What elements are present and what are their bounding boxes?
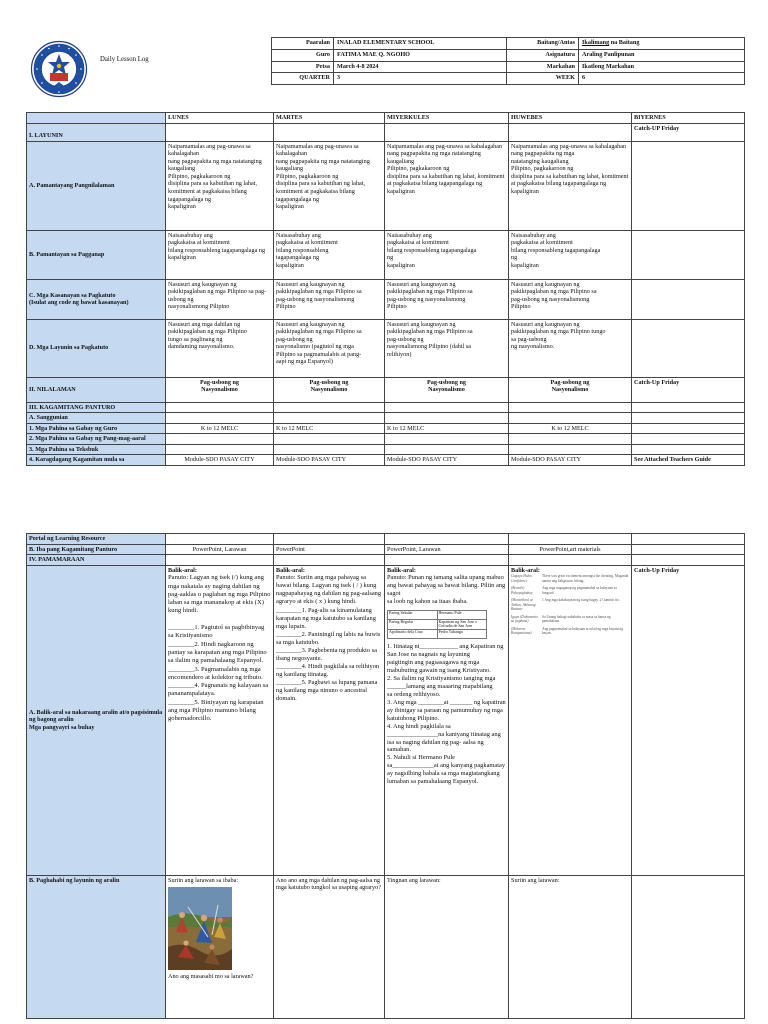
- section-layunin: I. LAYUNIN: [27, 123, 166, 141]
- day-lunes: LUNES: [166, 113, 274, 124]
- row-sanggunian: [27, 413, 745, 424]
- worksheet-row: [511, 574, 629, 583]
- balik-aral-heading: Balik-aral:: [511, 566, 540, 574]
- cell-empty: [166, 402, 274, 413]
- cell-iba-martes: PowerPoint: [274, 544, 385, 555]
- cell-module-lunes: Module-SDO PASAY CITY: [166, 455, 274, 466]
- cell-empty: [166, 413, 274, 424]
- deped-seal-logo: [30, 40, 88, 98]
- cell-empty: [632, 444, 745, 455]
- cell-c-martes: Nasusuri ang kaugnayan ng pakikipaglaban ng mga Pilipino sa pag-usbong ng nasyonalismong Pilipino: [274, 279, 385, 319]
- cell-empty: [274, 123, 385, 141]
- cell-empty: [632, 534, 745, 545]
- paghahabi-lunes-instruction: Suriin ang larawan sa ibaba:: [168, 876, 239, 884]
- header-row: [272, 73, 745, 85]
- label-teksbuk: 3. Mga Pahina sa Teksbuk: [27, 444, 166, 455]
- cell-empty: [509, 555, 632, 566]
- worksheet-text: Sa Unang bahagi nakakaba sa masa sa bansa ng pamahalaan.: [542, 614, 611, 624]
- cell-empty: [385, 123, 509, 141]
- cell-empty: [632, 141, 745, 230]
- day-miyerkules: MIYERKULES: [385, 113, 509, 124]
- worksheet-text: Ang pagmamahal sa kalayaan at tulad ng mga bayani ng bayan.: [542, 626, 624, 636]
- cell-empty: [166, 123, 274, 141]
- cell-iba-lunes: PowerPoint, Larawan: [166, 544, 274, 555]
- word-box-row: [388, 630, 487, 639]
- cell-empty: [274, 413, 385, 424]
- row-paghahabi: [27, 875, 745, 1018]
- cell-d-huwebes: Nasusuri ang kaugnayan ng pakikipaglaban ng mga Pilipino tungo sa pag-usbong ng nasyonalismo.: [509, 319, 632, 377]
- word-box-row: [388, 619, 487, 630]
- day-huwebes: HUWEBES: [509, 113, 632, 124]
- cell-c-miyerkules: Nasusuri ang kaugnayan ng pakikipaglaban ng mga Pilipino sa pag-usbong ng nasyonalismong Pilipino: [385, 279, 509, 319]
- value-baitang-suffix: na Baitang: [609, 39, 640, 46]
- label-quarter: QUARTER: [272, 73, 334, 85]
- cell-empty: [274, 444, 385, 455]
- row-gabay-guro: [27, 423, 745, 434]
- section-kagamitan: III. KAGAMITANG PANTURO: [27, 402, 166, 413]
- balik-aral-heading: Balik-aral:: [168, 566, 197, 574]
- cell-empty: [509, 444, 632, 455]
- section-pamamaraan: IV. PAMAMARAAN: [27, 555, 166, 566]
- cell-module-huwebes: Module-SDO PASAY CITY: [509, 455, 632, 466]
- cell-a-miyerkules: Naipamamalas ang pag-unawa sa kahalagahan nang pagpapakita ng mga natatanging kaugaliang Pilipino, pagkakaroon ng disiplina para sa kabutihan ng lahat, komitment at pagkakaisa bilang tagapangalaga ng kapaligiran: [385, 141, 509, 230]
- worksheet-text: There was great excitement amongst the cheating. Maganda namin ang kaligtasan. bilang.: [542, 574, 629, 583]
- cell-attached-guide: See Attached Teachers Guide: [632, 455, 745, 466]
- cell-empty: [632, 413, 745, 424]
- day-header-row: [27, 113, 745, 124]
- historical-painting-image: [168, 887, 232, 970]
- cell-empty: [632, 555, 745, 566]
- cell-guro-huwebes: K to 12 MELC: [509, 423, 632, 434]
- label-markahan: Markahan: [507, 61, 579, 73]
- cell-balik-aral-lunes: [166, 565, 274, 875]
- balik-aral-lunes-text: Panuto: Lagyan ng tsek (/) kung ang mga nakatala ay naging dahilan ng pag-aaklas o paglaban ng mga Pilipino laban sa mga mananakop at ekis (X) kung hindi. ________1. Pagtutol sa pagbibinyag sa Kristiyanismo ________2. Hindi nagkaroon ng pantay sa karapatan ang mga Pilipino sa ilalim ng pamahalaang Espanyol. ________3. Pagmamalabis ng mga encomendero at kolektor ng tributo. ________4. Pagnanais ng kalayaan sa pananampalataya. ________5. Biniyayan ng karapatan ang mga Pilipino mamuno bilang gobernadorcillo.: [168, 574, 271, 723]
- cell-a-martes: Naipamamalas ang pag-unawa sa kahalagahan nang pagpapakita ng mga natatanging kaugaliang Pilipino, pagkakaroon ng disiplina para sa kabutihan ng lahat, komitment at pagkakaisa bilang tagapangalaga ng kapaligiran: [274, 141, 385, 230]
- label-karagdagang-kagamitan: 4. Karagdagang Kagamitan mula sa: [27, 455, 166, 466]
- label-kasanayan: C. Mga Kasanayan sa Pagkatuto (Isulat ang code ng bawat kasanayan): [27, 279, 166, 319]
- cell-empty: [385, 402, 509, 413]
- word-box-cell: Paring Sekular: [388, 610, 438, 619]
- row-teksbuk: [27, 444, 745, 455]
- worksheet-text: 1 Ang mga kakabayaan ng isang bagay. 2 Gamitin ito.: [542, 598, 620, 603]
- cell-iba-huwebes: PowerPoint,art materials: [509, 544, 632, 555]
- cell-empty: [274, 555, 385, 566]
- cell-empty: [509, 434, 632, 445]
- row-pamamaraan: [27, 555, 745, 566]
- cell-guro-martes: K to 12 MELC: [274, 423, 385, 434]
- header-row: [272, 38, 745, 50]
- cell-nilalaman-lunes: Pag-usbong ng Nasyonalismo: [166, 377, 274, 402]
- cell-empty: [385, 534, 509, 545]
- cell-nilalaman-miyerkules: Pag-usbong ng Nasyonalismo: [385, 377, 509, 402]
- cell-empty: [632, 319, 745, 377]
- row-pamantayan-pagganap: [27, 230, 745, 279]
- row-karagdagang-kagamitan: [27, 455, 745, 466]
- day-biyernes: BIYERNES: [632, 113, 745, 124]
- cell-empty: [632, 434, 745, 445]
- worksheet-label: (Moheron Bonapaniana): [511, 626, 532, 636]
- balik-aral-heading: Balik-aral:: [387, 566, 416, 574]
- cell-empty: [166, 534, 274, 545]
- label-gabay-guro: 1. Mga Pahina sa Gabay ng Guro: [27, 423, 166, 434]
- cell-paghahabi-huwebes: Suriin ang larawan:: [509, 875, 632, 1018]
- worksheet-label: (Monteblan) at Tablan, Aklatang Bantato: [511, 598, 536, 612]
- word-box-row: [388, 610, 487, 619]
- row-balik-aral: [27, 565, 745, 875]
- cell-nilalaman-biyernes: Catch-Up Friday: [632, 377, 745, 402]
- value-asignatura: Araling Panlipunan: [579, 49, 745, 61]
- label-paaralan: Paaralan: [272, 38, 334, 50]
- cell-guro-lunes: K to 12 MELC: [166, 423, 274, 434]
- word-box-cell: Pedro Tubanga: [437, 630, 487, 639]
- word-box-table: [387, 610, 487, 640]
- cell-d-lunes: Nasusuri ang mga dahilan ng pakikipaglaban ng mga Pilipino tungo sa paglinang ng damdaming nasyonalismo.: [166, 319, 274, 377]
- cell-empty: [274, 434, 385, 445]
- value-markahan: Ikatlong Markahan: [579, 61, 745, 73]
- value-baitang-ordinal: Ikalimang: [582, 39, 610, 46]
- label-petsa: Petsa: [272, 61, 334, 73]
- paghahabi-lunes-question: Ano ang masasabi mo sa larawan?: [168, 973, 254, 981]
- cell-empty: [166, 444, 274, 455]
- word-box-cell: Paring Regular: [388, 619, 438, 630]
- worksheet-row: [511, 586, 629, 595]
- label-portal: Portal ng Learning Resource: [27, 534, 166, 545]
- row-kasanayan: [27, 279, 745, 319]
- cell-empty: [632, 423, 745, 434]
- word-box-cell: Hermano Pule: [437, 610, 487, 619]
- cell-balik-aral-biyernes: Catch-Up Friday: [632, 565, 745, 875]
- value-petsa: March 4-8 2024: [334, 61, 507, 73]
- cell-guro-miyerkules: K to 12 MELC: [385, 423, 509, 434]
- header-row: [272, 49, 745, 61]
- row-portal: [27, 534, 745, 545]
- cell-d-martes: Nasusuri ang kaugnayan ng pakikipaglaban ng mga Pilipino sa pag-usbong ng nasyonalismo (pagtutol ng mga Pilipino sa pagmamalabis at pang- aapi ng mga Espanyol): [274, 319, 385, 377]
- cell-empty: [509, 123, 632, 141]
- cell-empty: [632, 402, 745, 413]
- cell-b-martes: Naisasabuhay ang pagkakaisa at komitment bilang responsableng tagapangalaga ng kapaligiran: [274, 230, 385, 279]
- friday-note: Catch-UP Friday: [632, 123, 745, 141]
- cell-d-miyerkules: Nasusuri ang kaugnayan ng pakikipaglaban ng mga Pilipino sa pag-usbong ng nasyonalismong Pilipino (dahil sa relihiyon): [385, 319, 509, 377]
- cell-empty: [274, 402, 385, 413]
- header-info-table: [271, 37, 745, 85]
- worksheet-row: [511, 615, 629, 624]
- cell-empty: [509, 534, 632, 545]
- cell-paghahabi-miyerkules: Tingnan ang larawan:: [385, 875, 509, 1018]
- balik-aral-heading: Balik-aral:: [276, 566, 305, 574]
- label-pamantayang-pangnilalaman: A. Pamantayang Pangnilalaman: [27, 141, 166, 230]
- row-layunin-pagkatuto: [27, 319, 745, 377]
- balik-aral-martes-text: Panuto: Suriin ang mga pahayag sa bawat bilang. Lagyan ng tsek ( / ) kung nagpapahayag ng dahilan ng pag-aalsang agraryo at ekis ( x ) kung hindi. ________1. Pag-alis sa kinamulatang karapatan ng mga katutubo sa kanilang mga lupain. ________2. Paniningil ng labis na buwis sa mga katutubo. ________3. Pagbebenta ng produkto sa ibang negosyante. ________4. Hindi pagkilala sa relihiyon ng kanilang itinatag. ________5. Pagbawi sa lupang pamana ng kanilang mga ninuno o ancestral domain.: [276, 574, 382, 703]
- worksheet-label: Gagaya Halos Confidence: [511, 574, 532, 583]
- cell-iba-miyerkules: PowerPoint, Larawan: [385, 544, 509, 555]
- cell-b-miyerkules: Naisasabuhay ang pagkakaisa at komitment bilang responsableng tagapangalaga ng kapaligiran: [385, 230, 509, 279]
- label-sanggunian: A. Sanggunian: [27, 413, 166, 424]
- cell-b-huwebes: Naisasabuhay ang pagkakaisa at komitment bilang responsableng tagapangalaga ng kapaligiran: [509, 230, 632, 279]
- cell-empty: [632, 279, 745, 319]
- balik-aral-miyerkules-intro: Panuto: Punan ng tamang salita upang mabuo ang bawat pahayag sa bawat bilang. Piliin ang sagot sa loob ng kahon sa itaas ibaba.: [387, 574, 506, 605]
- cell-empty: [509, 413, 632, 424]
- cell-empty: [166, 555, 274, 566]
- layunin-row: [27, 123, 745, 141]
- dll-title: Daily Lesson Log: [100, 56, 149, 63]
- day-martes: MARTES: [274, 113, 385, 124]
- cell-a-lunes: Naipamamalas ang pag-unawa sa kahalagahan nang pagpapakita ng mga natatanging kaugaliang Pilipino, pagkakaroon ng disiplina para sa kabutihan ng lahat, komitment at pagkakaisa bilang tagapangalaga ng kapaligiran: [166, 141, 274, 230]
- worksheet-row: [511, 627, 629, 636]
- row-kagamitan: [27, 402, 745, 413]
- cell-b-lunes: Naisasabuhay ang pagkakaisa at komitment bilang responsableng tagapangalaga ng kapaligiran: [166, 230, 274, 279]
- worksheet-row: [511, 598, 629, 611]
- balik-aral-miyerkules-text: 1. Itinatag ni____________ ang Kapatiran ng San Jose na nagnais ng layuning paigtingin ang pagsasagawa ng mga mabubuting gawain ng isang Kristiyano. 2. Sa ilalim ng Kristiyanismo tanging mga ______lamang ang maaaring mapabilang sa ordeng relihiyoso. 3. Ang mga ________at _______ ng kapatiran ay ibinigay sa paraan ng pamumuhay ng mga katutubong Pilipino. 4. Ang hindi pagkilala sa ________________na kaniyang itinatag ang isa sa naging dahilan ng pag- aalsa ng samahan. 5. Nahuli si Hermano Pule sa_____________at ang kanyang pagkamatay ay nagsilbing babala sa mga magtatangkang lumaban sa pamahalaang Espanyol.: [387, 643, 506, 786]
- cell-balik-aral-martes: [274, 565, 385, 875]
- worksheet-label: (Bentelo) Pahayagbuhay: [511, 586, 533, 595]
- value-quarter: 3: [334, 73, 507, 85]
- cell-balik-aral-huwebes: [509, 565, 632, 875]
- cell-empty: [632, 230, 745, 279]
- header: [26, 37, 744, 91]
- cell-paghahabi-lunes: [166, 875, 274, 1018]
- cell-empty: [274, 534, 385, 545]
- cell-empty: [509, 402, 632, 413]
- cell-empty: [632, 544, 745, 555]
- cell-balik-aral-miyerkules: [385, 565, 509, 875]
- row-iba-pang-kagamitan: [27, 544, 745, 555]
- cell-empty: [166, 434, 274, 445]
- value-paaralan: INALAD ELEMENTARY SCHOOL: [334, 38, 507, 50]
- label-layunin-pagkatuto: D. Mga Layunin sa Pagkatuto: [27, 319, 166, 377]
- corner-cell: [27, 113, 166, 124]
- worksheet-text: Ang mga nagaganap ng pagmamahal sa kalayaan sa lungsod.: [542, 586, 617, 595]
- label-baitang: Baitang/Antas: [507, 38, 579, 50]
- label-gabay-mag-aaral: 2. Mga Pahina sa Gabay ng Pang-mag-aaral: [27, 434, 166, 445]
- cell-paghahabi-martes: Ano ano ang mga dahilan ng pag-aalsa ng mga katutubo tungkol sa usaping agraryo?: [274, 875, 385, 1018]
- cell-empty: [385, 444, 509, 455]
- header-row: [272, 61, 745, 73]
- cell-c-huwebes: Nasusuri ang kaugnayan ng pakikipaglaban ng mga Pilipino sa pag-usbong ng nasyonalismong Pilipino: [509, 279, 632, 319]
- label-week: WEEK: [507, 73, 579, 85]
- label-iba-pang-kagamitan: B. Iba pang Kagamitang Panturo: [27, 544, 166, 555]
- row-pamantayang-pangnilalaman: [27, 141, 745, 230]
- label-paghahabi: B. Paghahabi ng layunin ng aralin: [27, 875, 166, 1018]
- row-nilalaman: [27, 377, 745, 402]
- cell-nilalaman-huwebes: Pag-usbong ng Nasyonalismo: [509, 377, 632, 402]
- word-box-cell: Kapatiran ng San Jose o Cofradia de San Jose: [437, 619, 487, 630]
- lesson-log-table-part1: [26, 112, 745, 466]
- worksheet-label: Igaya (Dokumento sa pagbasa): [511, 614, 538, 624]
- value-week: 6: [579, 73, 745, 85]
- cell-empty: [632, 875, 745, 1018]
- word-box-cell: Apolinario dela Cruz: [388, 630, 438, 639]
- cell-c-lunes: Nasusuri ang kaugnayan ng pakikipaglaban ng mga Pilipino sa pag-usbong ng nasyonalismong Pilipino: [166, 279, 274, 319]
- value-baitang: [579, 38, 745, 50]
- cell-module-miyerkules: Module-SDO PASAY CITY: [385, 455, 509, 466]
- label-guro: Guro: [272, 49, 334, 61]
- label-balik-aral: A. Balik-aral sa nakaraang aralin at/o pagsisimula ng bagong aralin Mga pangyayri sa buhay: [27, 565, 166, 875]
- lesson-log-table-part2: [26, 533, 745, 1019]
- worksheet-image: [511, 574, 629, 635]
- row-gabay-mag-aaral: [27, 434, 745, 445]
- label-asignatura: Asignatura: [507, 49, 579, 61]
- cell-nilalaman-martes: Pag-usbong ng Nasyonalismo: [274, 377, 385, 402]
- cell-empty: [385, 413, 509, 424]
- cell-empty: [385, 555, 509, 566]
- section-nilalaman: II. NILALAMAN: [27, 377, 166, 402]
- cell-module-martes: Module-SDO PASAY CITY: [274, 455, 385, 466]
- label-pamantayan-pagganap: B. Pamantayan sa Pagganap: [27, 230, 166, 279]
- cell-a-huwebes: Naipamamalas ang pag-unawa sa kahalagahan nang pagpapakita ng mga natatanging kaugaliang Pilipino, pagkakaroon ng disiplina para sa kabutihan ng lahat, komitment at pagkakaisa bilang tagapangalaga ng kapaligiran: [509, 141, 632, 230]
- value-guro: FATIMA MAE Q. NGOHO: [334, 49, 507, 61]
- cell-empty: [385, 434, 509, 445]
